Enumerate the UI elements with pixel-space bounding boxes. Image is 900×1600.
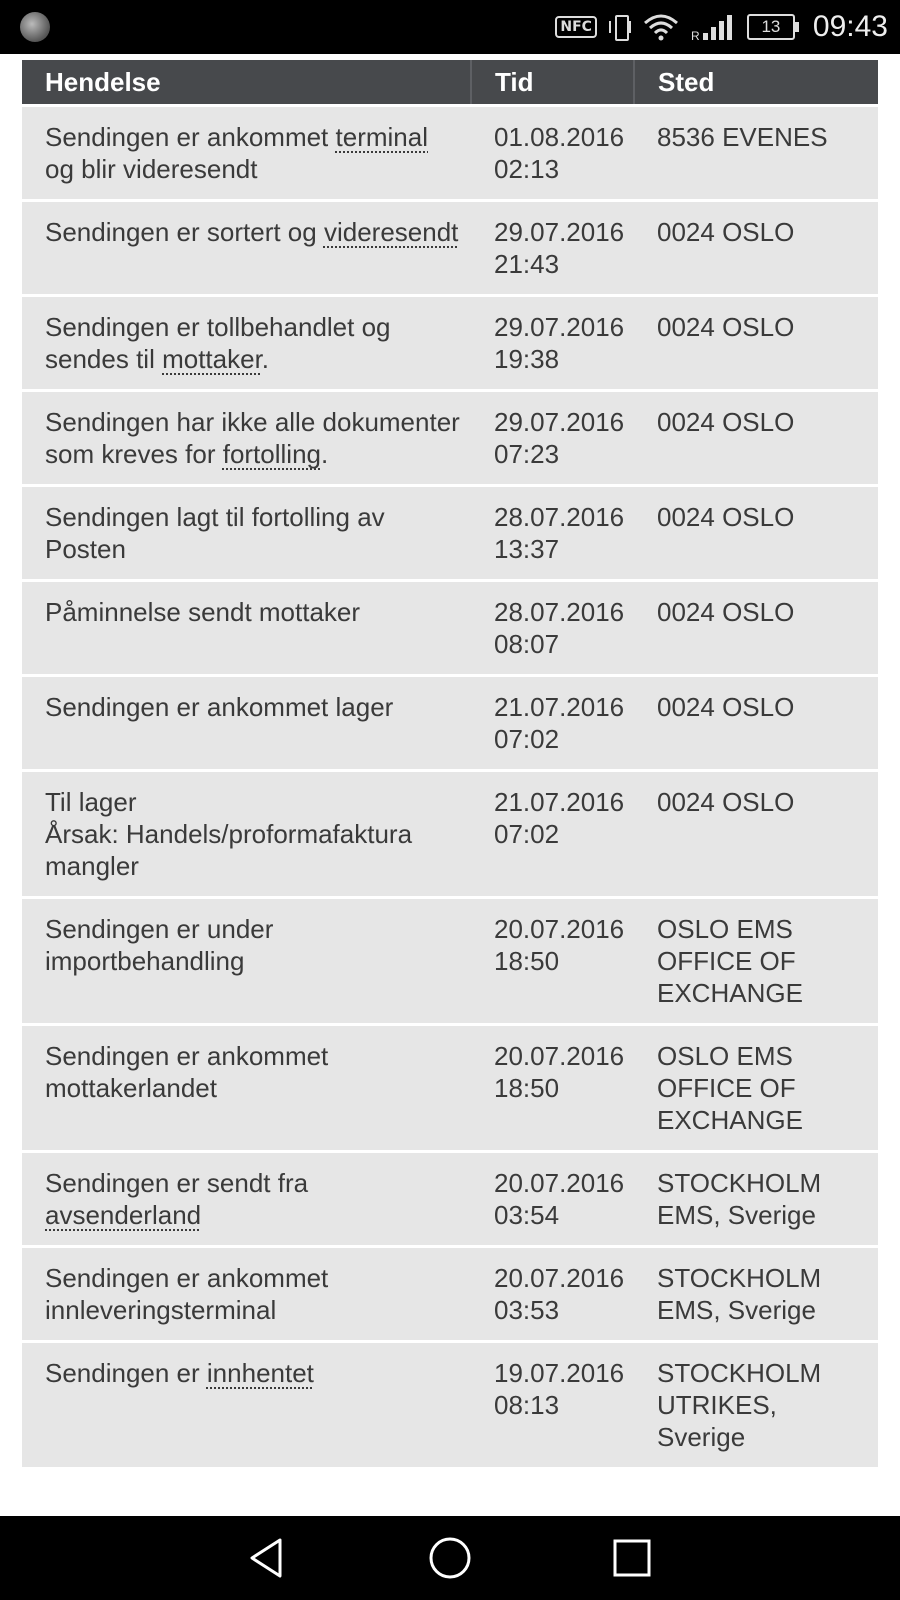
event-text: [45, 692, 393, 722]
table-row: [22, 1152, 878, 1247]
battery-icon: [747, 14, 795, 40]
event-text-start: Sendingen er under importbehandling: [45, 914, 274, 976]
event-cell: [22, 201, 471, 296]
event-cell: [22, 106, 471, 201]
table-body: [22, 106, 878, 1468]
event-cell: [22, 898, 471, 1025]
event-date: 21.07.2016: [494, 787, 625, 817]
battery-level: 13: [761, 17, 781, 36]
event-text-start: Sendingen er tollbehandlet og sendes til: [45, 312, 391, 374]
event-time: 02:13: [494, 154, 560, 184]
table-row: [22, 676, 878, 771]
table-row: [22, 1342, 878, 1468]
table-header-row: [22, 60, 878, 106]
event-time: 08:07: [494, 629, 560, 659]
event-time: 07:02: [494, 819, 560, 849]
table-row: [22, 581, 878, 676]
event-term-link[interactable]: avsenderland: [45, 1200, 202, 1230]
event-text: [45, 597, 360, 627]
event-text: [45, 217, 458, 247]
event-time: 03:53: [494, 1295, 560, 1325]
event-time: 13:37: [494, 534, 560, 564]
place-cell: 8536 EVENES: [634, 106, 878, 201]
event-text: [45, 787, 412, 881]
event-text-start: Påminnelse sendt mottaker: [45, 597, 361, 627]
table-row: [22, 201, 878, 296]
back-icon[interactable]: [244, 1534, 292, 1582]
event-cell: [22, 486, 471, 581]
navigation-bar: [0, 1516, 900, 1600]
event-text: [45, 914, 273, 976]
event-cell: [22, 1152, 471, 1247]
time-cell: [471, 486, 634, 581]
table-row: [22, 391, 878, 486]
table-row: [22, 1025, 878, 1152]
event-text-start: Sendingen er ankommet: [45, 122, 336, 152]
event-text-start: Sendingen er ankommet lager: [45, 692, 394, 722]
event-date: 20.07.2016: [494, 1041, 625, 1071]
header-time: Tid: [471, 60, 634, 106]
event-time: 03:54: [494, 1200, 560, 1230]
event-text: [45, 1358, 314, 1388]
time-cell: [471, 1247, 634, 1342]
home-icon[interactable]: [426, 1534, 474, 1582]
recent-apps-icon[interactable]: [608, 1534, 656, 1582]
event-cell: [22, 676, 471, 771]
time-cell: [471, 201, 634, 296]
nfc-icon: NFC: [555, 16, 597, 38]
event-time: 08:13: [494, 1390, 560, 1420]
wifi-icon: [643, 13, 679, 41]
place-cell: 0024 OSLO: [634, 771, 878, 898]
time-cell: [471, 1152, 634, 1247]
place-cell: 0024 OSLO: [634, 581, 878, 676]
event-date: 20.07.2016: [494, 1168, 625, 1198]
event-text-start: Til lager Årsak: Handels/proformafaktura mangler: [45, 787, 413, 881]
place-cell: 0024 OSLO: [634, 676, 878, 771]
event-time: 07:23: [494, 439, 560, 469]
event-text: [45, 502, 385, 564]
event-term-link[interactable]: mottaker: [162, 344, 262, 374]
event-time: 19:38: [494, 344, 560, 374]
event-text: [45, 122, 428, 184]
event-text-end: .: [321, 439, 329, 469]
signal-icon: [691, 13, 735, 41]
table-row: [22, 771, 878, 898]
event-text: [45, 1263, 328, 1325]
status-icons: [555, 0, 888, 54]
event-text: [45, 1168, 308, 1230]
event-text-start: Sendingen er ankommet mottakerlandet: [45, 1041, 329, 1103]
event-time: 18:50: [494, 946, 560, 976]
place-cell: OSLO EMS OFFICE OF EXCHANGE: [634, 898, 878, 1025]
place-cell: STOCKHOLM EMS, Sverige: [634, 1152, 878, 1247]
event-text-start: Sendingen er: [45, 1358, 207, 1388]
time-cell: [471, 581, 634, 676]
table-row: [22, 1247, 878, 1342]
event-time: 21:43: [494, 249, 560, 279]
status-bar: [0, 0, 900, 54]
header-event: Hendelse: [22, 60, 471, 106]
event-text-start: Sendingen lagt til fortolling av Posten: [45, 502, 385, 564]
clock: 09:43: [812, 10, 888, 43]
event-text-end: og blir videresendt: [45, 154, 258, 184]
tracking-table: [22, 60, 878, 1467]
event-date: 28.07.2016: [494, 502, 625, 532]
time-cell: [471, 391, 634, 486]
event-date: 29.07.2016: [494, 407, 625, 437]
event-text-end: .: [261, 344, 270, 374]
event-cell: [22, 296, 471, 391]
time-cell: [471, 106, 634, 201]
table-row: [22, 486, 878, 581]
place-cell: OSLO EMS OFFICE OF EXCHANGE: [634, 1025, 878, 1152]
event-text-start: Sendingen har ikke alle dokumenter som kreves for: [45, 407, 460, 469]
event-term-link[interactable]: innhentet: [206, 1358, 314, 1388]
table-row: [22, 898, 878, 1025]
time-cell: [471, 1025, 634, 1152]
table-row: [22, 106, 878, 201]
tracking-content: [0, 54, 900, 1516]
event-date: 01.08.2016: [494, 122, 625, 152]
place-cell: STOCKHOLM UTRIKES, Sverige: [634, 1342, 878, 1468]
event-term-link[interactable]: videresendt: [323, 217, 459, 247]
table-row: [22, 296, 878, 391]
event-date: 28.07.2016: [494, 597, 625, 627]
event-term-link[interactable]: fortolling: [222, 439, 321, 469]
vibrate-icon: [609, 13, 631, 41]
event-cell: [22, 1247, 471, 1342]
event-cell: [22, 391, 471, 486]
event-text-start: Sendingen er sortert og: [45, 217, 324, 247]
event-time: 18:50: [494, 1073, 560, 1103]
header-place: Sted: [634, 60, 878, 106]
place-cell: 0024 OSLO: [634, 486, 878, 581]
time-cell: [471, 1342, 634, 1468]
place-cell: 0024 OSLO: [634, 391, 878, 486]
event-time: 07:02: [494, 724, 560, 754]
time-cell: [471, 676, 634, 771]
time-cell: [471, 898, 634, 1025]
event-text: [45, 1041, 328, 1103]
event-date: 20.07.2016: [494, 1263, 625, 1293]
event-date: 21.07.2016: [494, 692, 625, 722]
event-cell: [22, 1025, 471, 1152]
event-text: [45, 407, 460, 469]
event-text-start: Sendingen er ankommet innleveringsterminal: [45, 1263, 329, 1325]
event-date: 20.07.2016: [494, 914, 625, 944]
event-date: 29.07.2016: [494, 312, 625, 342]
event-term-link[interactable]: terminal: [335, 122, 428, 152]
signal-roaming-label: R: [690, 29, 700, 41]
time-cell: [471, 771, 634, 898]
event-date: 19.07.2016: [494, 1358, 625, 1388]
event-date: 29.07.2016: [494, 217, 625, 247]
event-text-start: Sendingen er sendt fra: [45, 1168, 309, 1198]
event-cell: [22, 581, 471, 676]
place-cell: 0024 OSLO: [634, 296, 878, 391]
place-cell: 0024 OSLO: [634, 201, 878, 296]
time-cell: [471, 296, 634, 391]
globe-icon: [20, 12, 50, 42]
event-cell: [22, 771, 471, 898]
event-text: [45, 312, 391, 374]
place-cell: STOCKHOLM EMS, Sverige: [634, 1247, 878, 1342]
event-cell: [22, 1342, 471, 1468]
